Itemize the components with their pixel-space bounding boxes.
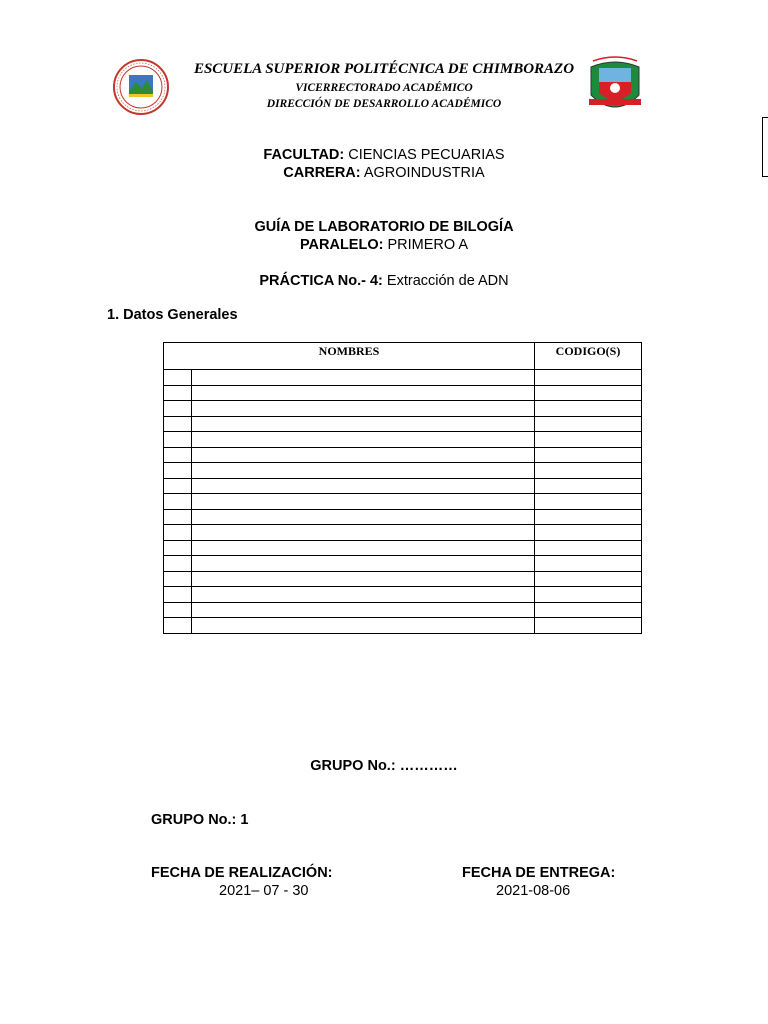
practica-line [0, 272, 768, 290]
carrera-label: CARRERA: [283, 165, 361, 181]
table-row [164, 432, 642, 448]
row-number-cell[interactable] [164, 416, 192, 432]
row-name-cell[interactable] [192, 525, 535, 541]
row-number-cell[interactable] [164, 602, 192, 618]
row-name-cell[interactable] [192, 556, 535, 572]
row-number-cell[interactable] [164, 556, 192, 572]
fecha-realizacion-value: 2021– 07 - 30 [219, 883, 309, 899]
row-code-cell[interactable] [535, 525, 642, 541]
row-code-cell[interactable] [535, 618, 642, 634]
row-number-cell[interactable] [164, 618, 192, 634]
table-row [164, 618, 642, 634]
practica-value: Extracción de ADN [386, 273, 509, 289]
table-row [164, 509, 642, 525]
guide-title [0, 218, 768, 236]
table-row [164, 447, 642, 463]
header-codigos: CODIGO(S) [535, 343, 642, 370]
paralelo-label: PARALELO: [299, 237, 384, 253]
row-name-cell[interactable] [192, 602, 535, 618]
row-code-cell[interactable] [535, 494, 642, 510]
row-number-cell[interactable] [164, 447, 192, 463]
row-name-cell[interactable] [192, 478, 535, 494]
row-code-cell[interactable] [535, 509, 642, 525]
table-row [164, 556, 642, 572]
grupo-filled: GRUPO No.: 1 [151, 812, 249, 828]
table-row [164, 525, 642, 541]
table-row [164, 571, 642, 587]
facultad-label: FACULTAD: [263, 147, 345, 163]
row-number-cell[interactable] [164, 525, 192, 541]
row-name-cell[interactable] [192, 401, 535, 417]
table-row [164, 494, 642, 510]
row-name-cell[interactable] [192, 540, 535, 556]
row-code-cell[interactable] [535, 571, 642, 587]
row-number-cell[interactable] [164, 509, 192, 525]
grupo-blank: GRUPO No.: ………… [310, 758, 458, 774]
table-body [164, 370, 642, 634]
row-code-cell[interactable] [535, 556, 642, 572]
row-number-cell[interactable] [164, 370, 192, 386]
table-row [164, 401, 642, 417]
row-number-cell[interactable] [164, 587, 192, 603]
names-table [163, 342, 642, 634]
row-code-cell[interactable] [535, 540, 642, 556]
row-number-cell[interactable] [164, 494, 192, 510]
row-code-cell[interactable] [535, 587, 642, 603]
facultad-value: CIENCIAS PECUARIAS [348, 147, 505, 163]
row-code-cell[interactable] [535, 602, 642, 618]
table-row [164, 370, 642, 386]
row-name-cell[interactable] [192, 385, 535, 401]
row-name-cell[interactable] [192, 463, 535, 479]
row-number-cell[interactable] [164, 463, 192, 479]
practica-label: PRÁCTICA No.- 4: [259, 273, 383, 289]
row-number-cell[interactable] [164, 478, 192, 494]
row-code-cell[interactable] [535, 385, 642, 401]
table-row [164, 587, 642, 603]
row-code-cell[interactable] [535, 478, 642, 494]
table-row [164, 416, 642, 432]
row-name-cell[interactable] [192, 494, 535, 510]
carrera-line [0, 164, 768, 182]
row-code-cell[interactable] [535, 370, 642, 386]
row-code-cell[interactable] [535, 416, 642, 432]
paralelo-value: PRIMERO A [387, 237, 469, 253]
row-name-cell[interactable] [192, 447, 535, 463]
direccion-subtitle: DIRECCIÓN DE DESARROLLO ACADÉMICO [266, 98, 502, 110]
row-name-cell[interactable] [192, 618, 535, 634]
row-code-cell[interactable] [535, 447, 642, 463]
row-number-cell[interactable] [164, 401, 192, 417]
carrera-value: AGROINDUSTRIA [363, 165, 485, 181]
row-name-cell[interactable] [192, 416, 535, 432]
table-row [164, 602, 642, 618]
guide-title-text: GUÍA DE LABORATORIO DE BILOGÍA [254, 219, 514, 235]
row-name-cell[interactable] [192, 509, 535, 525]
table-row [164, 463, 642, 479]
row-number-cell[interactable] [164, 432, 192, 448]
fecha-entrega-value: 2021-08-06 [496, 883, 571, 899]
row-code-cell[interactable] [535, 401, 642, 417]
facultad-line [0, 146, 768, 164]
table-row [164, 540, 642, 556]
paralelo-line [0, 236, 768, 254]
vicerrectorado-subtitle: VICERRECTORADO ACADÉMICO [295, 82, 473, 94]
row-code-cell[interactable] [535, 432, 642, 448]
row-name-cell[interactable] [192, 370, 535, 386]
fecha-realizacion-label: FECHA DE REALIZACIÓN: [151, 865, 333, 881]
row-number-cell[interactable] [164, 385, 192, 401]
table-header-row [164, 343, 642, 370]
row-number-cell[interactable] [164, 540, 192, 556]
table-row [164, 478, 642, 494]
row-name-cell[interactable] [192, 571, 535, 587]
fecha-entrega-label: FECHA DE ENTREGA: [462, 865, 616, 881]
row-name-cell[interactable] [192, 587, 535, 603]
section-heading: 1. Datos Generales [107, 307, 238, 323]
row-code-cell[interactable] [535, 463, 642, 479]
institution-title: ESCUELA SUPERIOR POLITÉCNICA DE CHIMBORAZO [193, 61, 575, 77]
row-number-cell[interactable] [164, 571, 192, 587]
table-row [164, 385, 642, 401]
row-name-cell[interactable] [192, 432, 535, 448]
header-nombres: NOMBRES [164, 343, 535, 370]
